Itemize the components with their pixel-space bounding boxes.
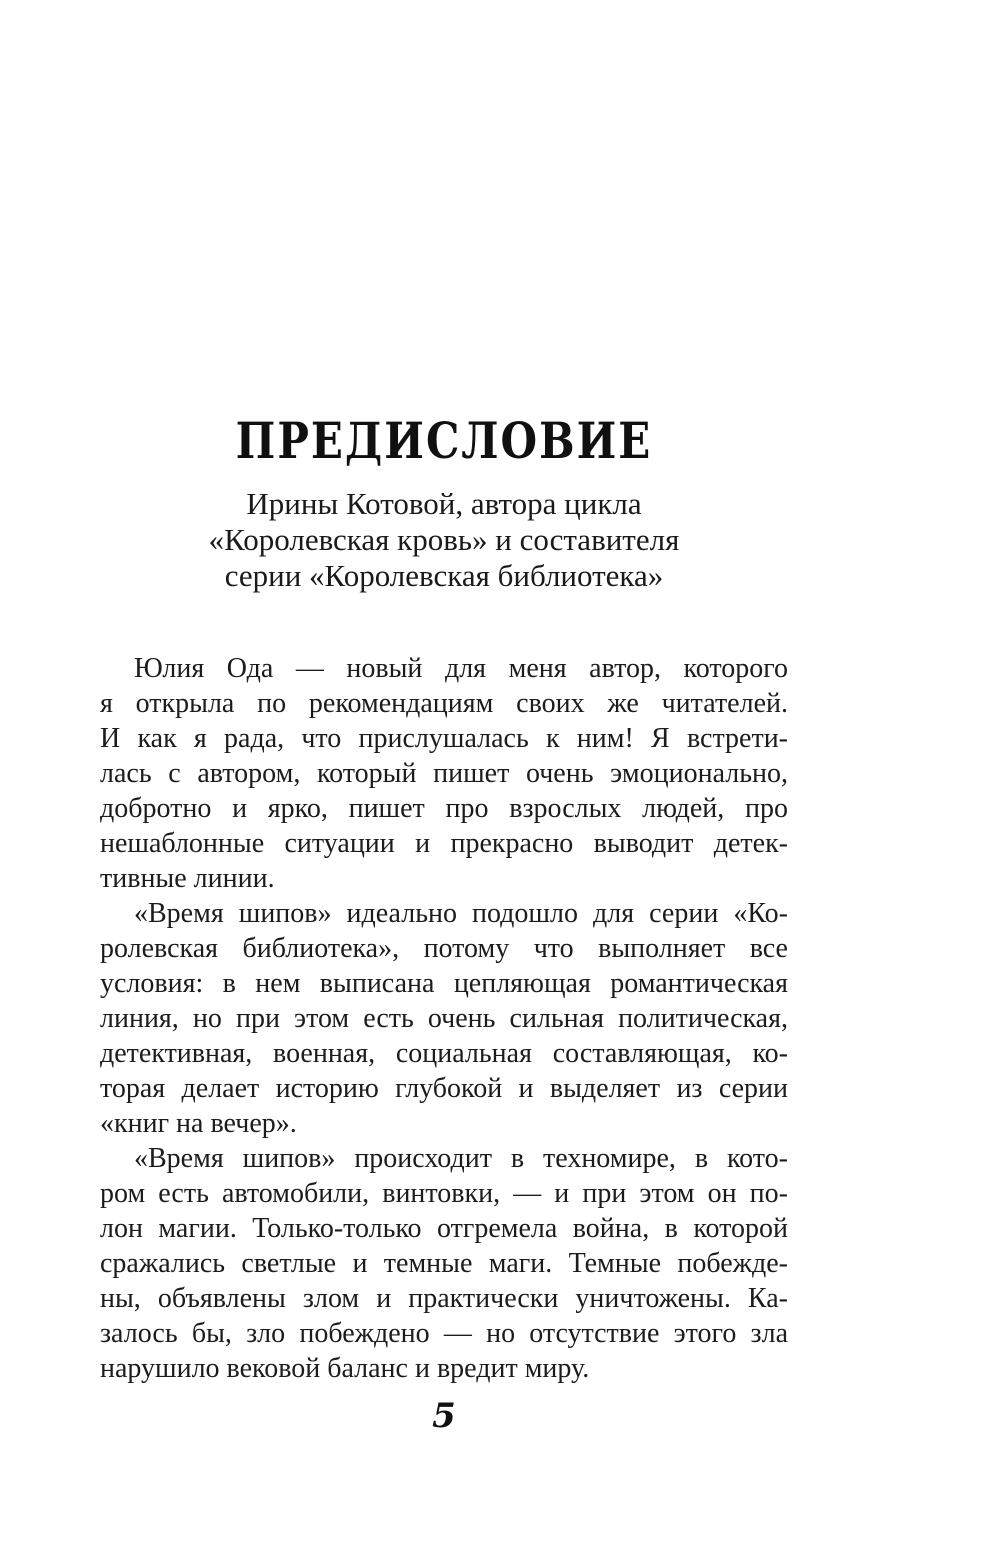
text-line: тивные линии. [100, 863, 275, 894]
text-line: ром есть автомобили, винтовки, — и при этом он по- [100, 1178, 788, 1209]
text-line: ны, объявлены злом и практически уничтожены. Ка- [100, 1283, 788, 1314]
text-line: торая делает историю глубокой и выделяет из серии [100, 1073, 788, 1104]
page-number: 5 [432, 1396, 456, 1436]
text-line: «книг на вечер». [100, 1108, 297, 1139]
text-line: «Время шипов» происходит в техномире, в кото- [134, 1143, 788, 1174]
subtitle [100, 486, 788, 594]
text-line: залось бы, зло побеждено — но отсутствие этого зла [100, 1318, 788, 1349]
paragraph [100, 651, 788, 896]
text-line: детективная, военная, социальная составляющая, ко- [100, 1038, 788, 1069]
text-line: «Время шипов» идеально подошло для серии «Ко- [134, 898, 788, 929]
text-line: лон магии. Только-только отгремела война, в которой [100, 1213, 788, 1244]
text-line: линия, но при этом есть очень сильная политическая, [100, 1003, 788, 1034]
subtitle-line: «Королевская кровь» и составителя [208, 522, 680, 557]
paragraph [100, 1141, 788, 1386]
text-line: нешаблонные ситуации и прекрасно выводит детек- [100, 828, 788, 859]
text-line: ролевская библиотека», потому что выполняет все [100, 933, 788, 964]
subtitle-line: Ирины Котовой, автора цикла [246, 486, 642, 521]
text-line: я открыла по рекомендациям своих же читателей. [100, 688, 788, 719]
text-line: добротно и ярко, пишет про взрослых людей, про [100, 793, 788, 824]
body-text [100, 651, 788, 1386]
chapter-title: ПРЕДИСЛОВИЕ [235, 412, 653, 470]
paragraph [100, 896, 788, 1141]
text-line: И как я рада, что прислушалась к ним! Я встрети- [100, 723, 788, 754]
text-line: условия: в нем выписана цепляющая романтическая [100, 968, 788, 999]
text-line: сражались светлые и темные маги. Темные побежде- [100, 1248, 788, 1279]
text-line: лась с автором, который пишет очень эмоционально, [100, 758, 788, 789]
subtitle-line: серии «Королевская библиотека» [224, 558, 664, 593]
text-line: нарушило вековой баланс и вредит миру. [100, 1353, 590, 1384]
text-line: Юлия Ода — новый для меня автор, которого [134, 653, 788, 684]
text-column [100, 412, 788, 1386]
